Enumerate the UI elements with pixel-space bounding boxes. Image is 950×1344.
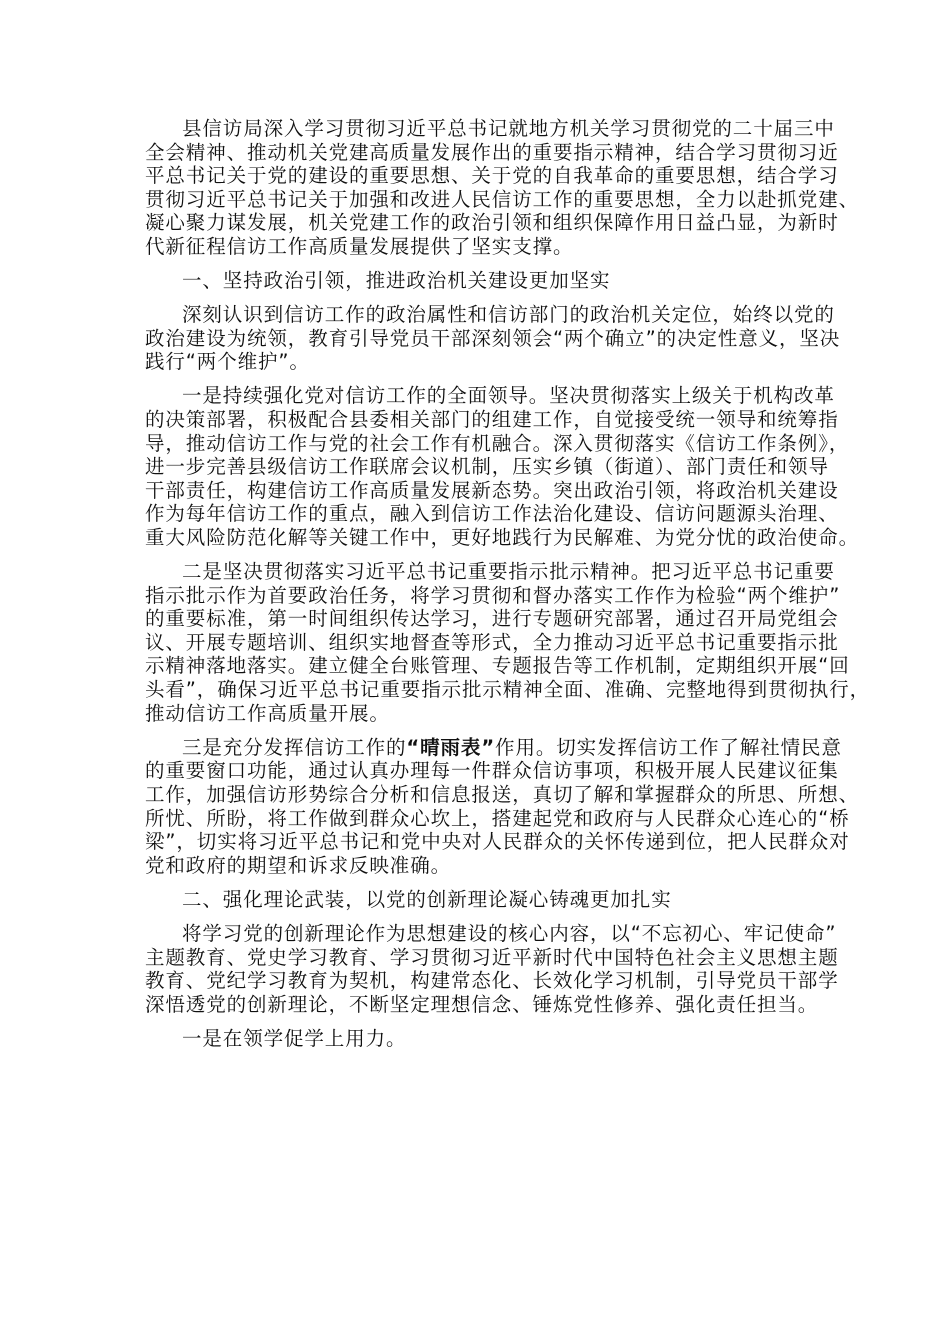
text-line: 县信访局深入学习贯彻习近平总书记就地方机关学习贯彻党的二十届三中 xyxy=(182,117,835,140)
text-line: 的决策部署，积极配合县委相关部门的组建工作，自觉接受统一领导和统筹指 xyxy=(145,408,839,432)
text-line: 代新征程信访工作高质量发展提供了坚实支撑。 xyxy=(145,234,574,258)
section-2-point-1-paragraph xyxy=(145,1027,825,1051)
document-body xyxy=(145,117,871,1061)
text-line: 的重要标准，第一时间组织传达学习，进行专题研究部署，通过召开局党组会 xyxy=(145,607,839,631)
section-heading-2 xyxy=(145,888,825,912)
text-line: 一是持续强化党对信访工作的全面领导。坚决贯彻落实上级关于机构改革 xyxy=(182,384,835,408)
section-1-intro-paragraph xyxy=(145,303,841,374)
text-line: 践行“两个维护”。 xyxy=(145,350,310,374)
text-line: 政治建设为统领，教育引导党员干部深刻领会“两个确立”的决定性意义，坚决 xyxy=(145,326,841,350)
text-line: 主题教育、党史学习教育、学习贯彻习近平新时代中国特色社会主义思想主题 xyxy=(145,945,839,969)
text-line: 平总书记关于党的建设的重要思想、关于党的自我革命的重要思想，结合学习 xyxy=(145,164,839,188)
text-run: 作用。切实发挥信访工作了解社情民意 xyxy=(495,735,842,759)
bold-phrase: “晴雨表” xyxy=(406,735,496,759)
text-line: 将学习党的创新理论作为思想建设的核心内容，以“不忘初心、牢记使命” xyxy=(182,921,837,945)
text-line: 的重要窗口功能，通过认真办理每一件群众信访事项，积极开展人民建议征集 xyxy=(145,759,839,783)
section-1-point-3-paragraph xyxy=(145,735,860,878)
text-line: 重大风险防范化解等关键工作中，更好地践行为民解难、为党分忧的政治使命。 xyxy=(145,526,860,549)
heading-text: 二、强化理论武装，以党的创新理论凝心铸魂更加扎实 xyxy=(182,887,672,911)
text-line: 党和政府的期望和诉求反映准确。 xyxy=(145,853,452,877)
text-line: 干部责任，构建信访工作高质量发展新态势。突出政治引领，将政治机关建设 xyxy=(145,478,839,502)
text-line: 一是在领学促学上用力。 xyxy=(182,1026,407,1050)
text-line: 凝心聚力谋发展，机关党建工作的政治引领和组织保障作用日益凸显，为新时 xyxy=(145,211,839,235)
text-run: 三是充分发挥信访工作的 xyxy=(182,735,407,759)
section-1-point-2-paragraph xyxy=(145,560,871,725)
text-line: 全会精神、推动机关党建高质量发展作出的重要指示精神，结合学习贯彻习近 xyxy=(145,140,839,164)
text-line xyxy=(145,735,842,760)
text-line: 工作，加强信访形势综合分析和信息报送，真切了解和掌握群众的所思、所想、 xyxy=(145,782,860,806)
section-heading-1 xyxy=(145,269,825,293)
text-line: 导，推动信访工作与党的社会工作有机融合。深入贯彻落实《信访工作条例》， xyxy=(145,431,850,455)
text-line: 深悟透党的创新理论，不断坚定理想信念、锤炼党性修养、强化责任担当。 xyxy=(145,992,819,1016)
text-line: 推动信访工作高质量开展。 xyxy=(145,701,390,725)
text-line: 议、开展专题培训、组织实地督查等形式，全力推动习近平总书记重要指示批 xyxy=(145,630,839,654)
text-line: 作为每年信访工作的重点，融入到信访工作法治化建设、信访问题源头治理、 xyxy=(145,502,839,526)
text-line: 进一步完善县级信访工作联席会议机制，压实乡镇（街道）、部门责任和领导 xyxy=(145,455,829,479)
intro-paragraph xyxy=(145,117,860,259)
text-line: 二是坚决贯彻落实习近平总书记重要指示批示精神。把习近平总书记重要 xyxy=(182,560,835,584)
text-line: 示精神落地落实。建立健全台账管理、专题报告等工作机制，定期组织开展“回 xyxy=(145,654,850,678)
section-2-intro-paragraph xyxy=(145,921,839,1016)
text-line: 深刻认识到信访工作的政治属性和信访部门的政治机关定位，始终以党的 xyxy=(182,303,835,327)
text-line: 贯彻习近平总书记关于加强和改进人民信访工作的重要思想，全力以赴抓党建、 xyxy=(145,187,860,211)
text-line: 梁”，切实将习近平总书记和党中央对人民群众的关怀传递到位，把人民群众对 xyxy=(145,830,850,854)
heading-text: 一、坚持政治引领，推进政治机关建设更加坚实 xyxy=(182,269,611,293)
text-line: 教育、党纪学习教育为契机，构建常态化、长效化学习机制，引导党员干部学 xyxy=(145,969,839,993)
text-line: 头看”，确保习近平总书记重要指示批示精神全面、准确、完整地得到贯彻执行， xyxy=(145,678,871,702)
section-1-point-1-paragraph xyxy=(145,384,860,549)
text-line: 所忧、所盼，将工作做到群众心坎上，搭建起党和政府与人民群众心连心的“桥 xyxy=(145,806,850,830)
text-line: 指示批示作为首要政治任务，将学习贯彻和督办落实工作作为检验“两个维护” xyxy=(145,583,841,607)
